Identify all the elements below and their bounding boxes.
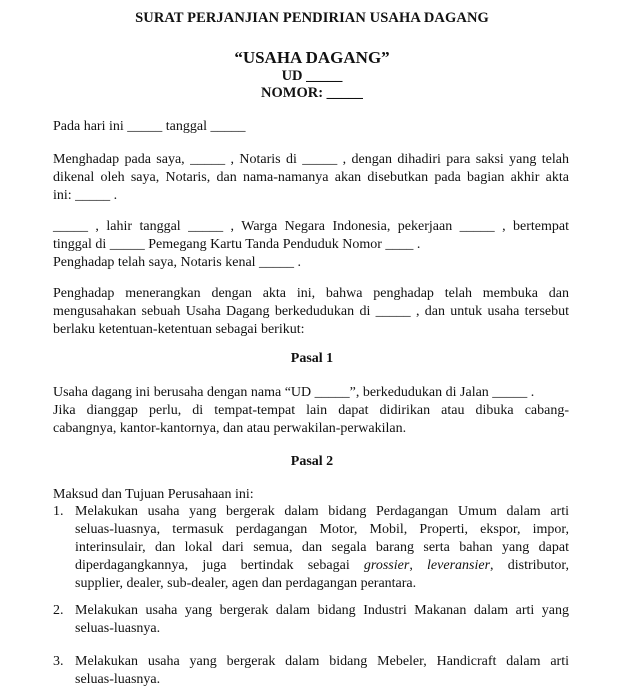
nomor-line: NOMOR: _____	[261, 85, 363, 101]
ud-line: UD _____	[281, 68, 343, 84]
list-item: 3. Melakukan usaha yang bergerak dalam bidang Mebeler, Handicraft dalam arti seluas-luasnya.	[53, 654, 569, 687]
list-line-italic: diperdagangkannya, juga bertindak sebagai grossier, leveransier, distributor,	[75, 558, 569, 573]
paragraph-date: Pada hari ini _____ tanggal _____	[53, 119, 246, 134]
list-item: 1. Melakukan usaha yang bergerak dalam bidang Perdagangan Umum dalam arti seluas-luasnya, termasuk perdagangan Motor, Mobil, Properti, ekspor, impor, interinsulair, dan lokal dari semua, dan segala barang serta bahan yang dapat diperdagangkannya, juga bertindak sebagai grossier, leveransier, distributor, supplier, dealer, sub-dealer, agen dan perdagangan perantara.	[53, 504, 569, 591]
list-number: 3.	[53, 654, 64, 669]
paragraph-menghadap: Menghadap pada saya, _____ , Notaris di _____ , dengan dihadiri para saksi yang telah dikenal oleh saya, Notaris, dan nama-namanya akan disebutkan pada bagian akhir akta ini: _____ .	[53, 152, 569, 203]
pasal-1-body: Usaha dagang ini berusaha dengan nama “UD _____”, berkedudukan di Jalan _____ . Jika dianggap perlu, di tempat-tempat lain dapat didirikan atau dibuka cabang- cabangnya, kantor-kantornya, dan atau perwakilan-perwakilan.	[53, 385, 569, 436]
document-subtitle: “USAHA DAGANG”	[234, 48, 390, 67]
document-title: SURAT PERJANJIAN PENDIRIAN USAHA DAGANG	[135, 10, 489, 26]
list-number: 1.	[53, 504, 64, 519]
list-item: 2. Melakukan usaha yang bergerak dalam bidang Industri Makanan dalam arti yang seluas-luasnya.	[53, 603, 569, 636]
pasal-2-intro: Maksud dan Tujuan Perusahaan ini:	[53, 487, 254, 502]
list-number: 2.	[53, 603, 64, 618]
paragraph-identity: _____ , lahir tanggal _____ , Warga Negara Indonesia, pekerjaan _____ , bertempat tinggal di _____ Pemegang Kartu Tanda Penduduk Nomor ____ . Penghadap telah saya, Notaris kenal _____ .	[53, 219, 569, 270]
pasal-2-heading: Pasal 2	[290, 454, 334, 469]
paragraph-penghadap: Penghadap menerangkan dengan akta ini, bahwa penghadap telah membuka dan mengusahakan sebuah Usaha Dagang berkedudukan di _____ , dan untuk usaha tersebut berlaku ketentuan-ketentuan sebagai berikut:	[53, 286, 569, 337]
pasal-1-heading: Pasal 1	[290, 351, 334, 366]
